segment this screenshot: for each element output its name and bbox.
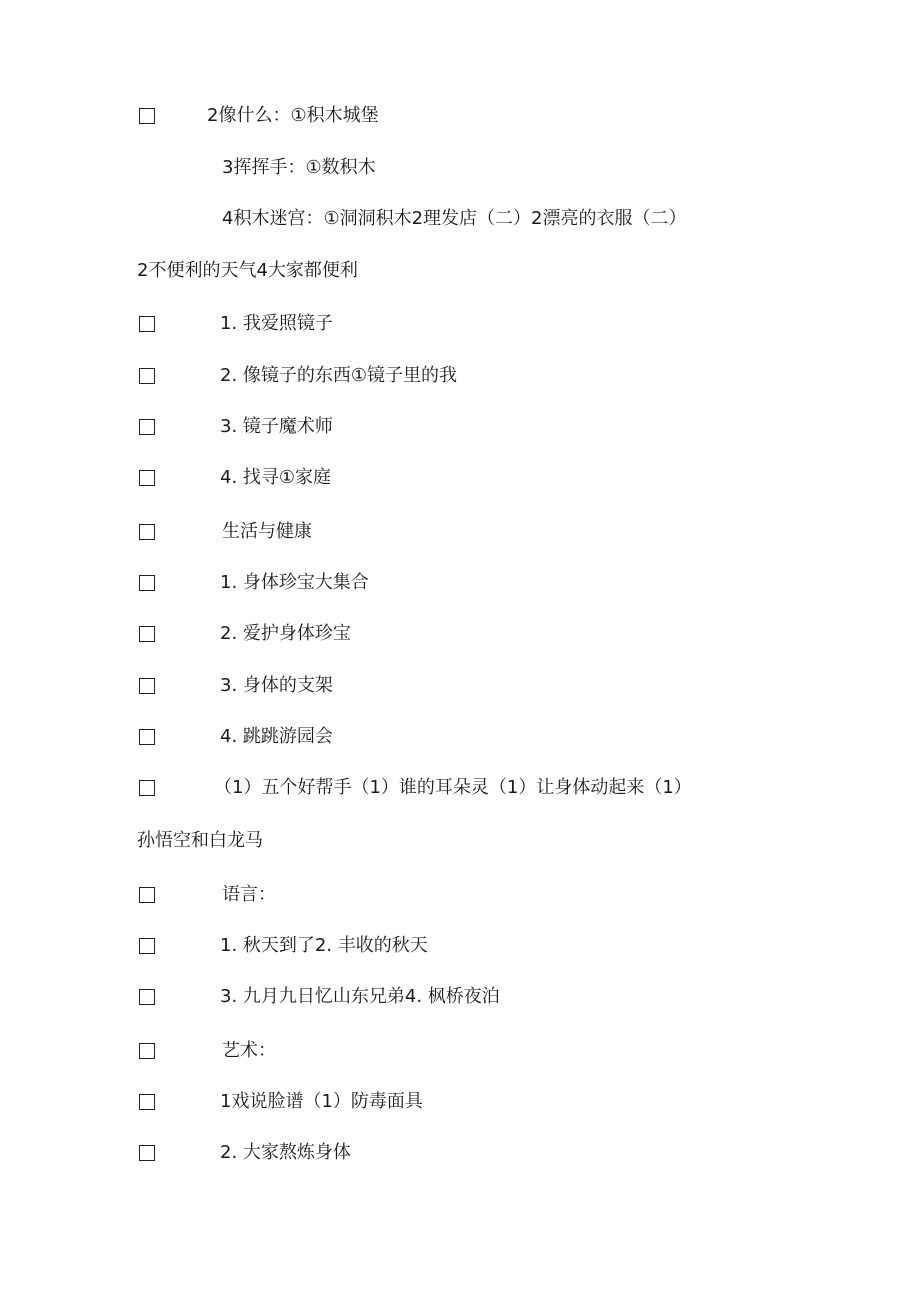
checkbox-icon — [139, 108, 155, 124]
checkbox-icon — [139, 887, 155, 903]
list-item — [0, 773, 920, 803]
checkbox-icon — [139, 524, 155, 540]
section-heading — [0, 880, 920, 910]
list-item — [0, 826, 920, 856]
list-item-text: 4. 找寻①家庭 — [220, 467, 332, 488]
checkbox-icon — [139, 678, 155, 694]
list-item — [0, 204, 920, 234]
list-item — [0, 153, 920, 183]
list-item — [0, 101, 920, 131]
list-item — [0, 931, 920, 961]
list-item-text: 语言： — [222, 884, 276, 905]
list-item — [0, 982, 920, 1012]
list-item-text: 4. 跳跳游园会 — [220, 726, 333, 747]
list-item-text: 1戏说脸谱（1）防毒面具 — [220, 1091, 423, 1112]
list-item-text: 3. 身体的支架 — [220, 675, 333, 696]
list-item-text: 4积木迷宫：①洞洞积木2理发店（二）2漂亮的衣服（二） — [222, 208, 687, 229]
list-item — [0, 361, 920, 391]
checkbox-icon — [139, 729, 155, 745]
list-item-text: 2不便利的天气4大家都便利 — [137, 260, 358, 281]
list-item-text: （1）五个好帮手（1）谁的耳朵灵（1）让身体动起来（1） — [214, 777, 692, 798]
list-item-text: 孙悟空和白龙马 — [137, 830, 263, 851]
list-item-text: 2. 像镜子的东西①镜子里的我 — [220, 365, 458, 386]
checkbox-icon — [139, 780, 155, 796]
section-heading — [0, 1036, 920, 1066]
list-item-text: 1. 身体珍宝大集合 — [220, 572, 369, 593]
list-item-text: 2. 大家熬炼身体 — [220, 1142, 351, 1163]
list-item-text: 2. 爱护身体珍宝 — [220, 623, 351, 644]
checkbox-icon — [139, 470, 155, 486]
list-item — [0, 1087, 920, 1117]
list-item-text: 2像什么：①积木城堡 — [207, 105, 379, 126]
list-item — [0, 568, 920, 598]
section-heading — [0, 517, 920, 547]
list-item-text: 3. 镜子魔术师 — [220, 416, 333, 437]
checkbox-icon — [139, 1145, 155, 1161]
list-item — [0, 256, 920, 286]
list-item — [0, 1138, 920, 1168]
list-item-text: 3. 九月九日忆山东兄弟4. 枫桥夜泊 — [220, 986, 500, 1007]
checkbox-icon — [139, 989, 155, 1005]
list-item-text: 生活与健康 — [222, 521, 312, 542]
list-item — [0, 619, 920, 649]
list-item — [0, 309, 920, 339]
list-item — [0, 671, 920, 701]
checkbox-icon — [139, 938, 155, 954]
checkbox-icon — [139, 575, 155, 591]
list-item-text: 1. 我爱照镜子 — [220, 313, 333, 334]
checkbox-icon — [139, 419, 155, 435]
checkbox-icon — [139, 1094, 155, 1110]
list-item — [0, 412, 920, 442]
checkbox-icon — [139, 316, 155, 332]
list-item-text: 1. 秋天到了2. 丰收的秋天 — [220, 935, 428, 956]
list-item-text: 3挥挥手：①数积木 — [222, 157, 376, 178]
list-item-text: 艺术： — [222, 1040, 276, 1061]
list-item — [0, 722, 920, 752]
checkbox-icon — [139, 368, 155, 384]
list-item — [0, 463, 920, 493]
checkbox-icon — [139, 626, 155, 642]
checkbox-icon — [139, 1043, 155, 1059]
